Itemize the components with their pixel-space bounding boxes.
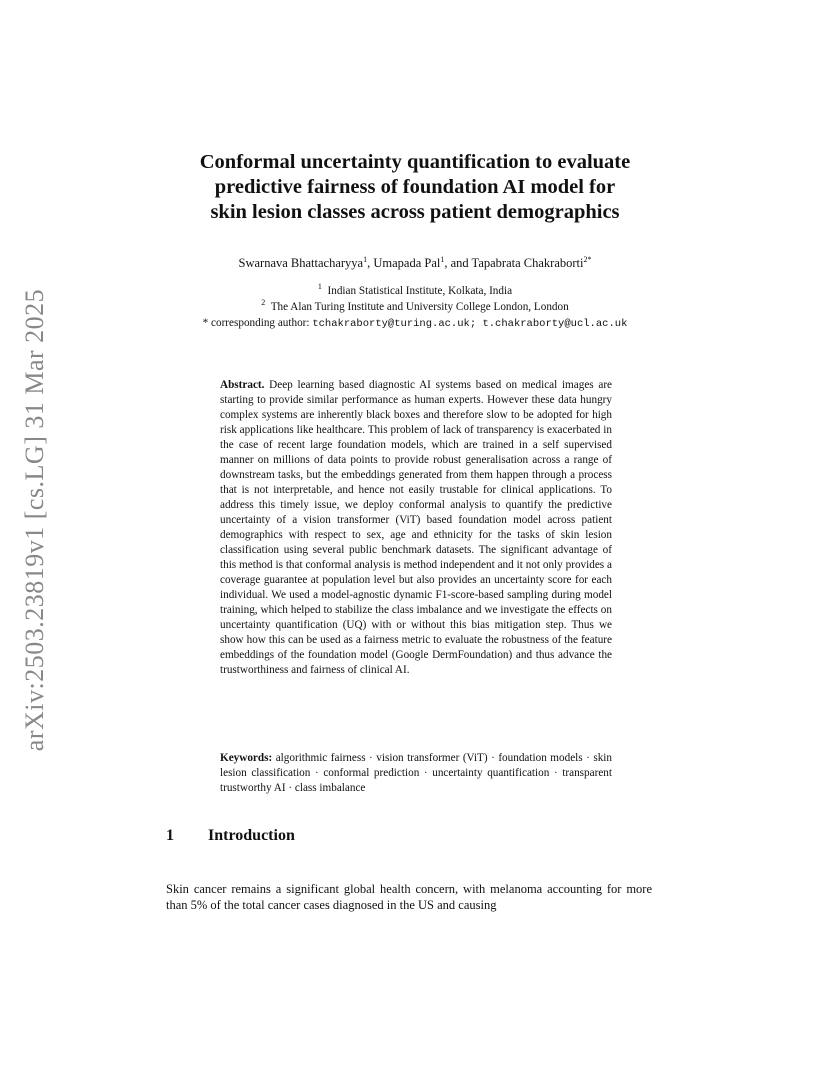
corresponding-emails[interactable]: tchakraborty@turing.ac.uk; t.chakraborty@ucl.ac.uk <box>312 318 628 330</box>
arxiv-stamp: arXiv:2503.23819v1 [cs.LG] 31 Mar 2025 <box>20 288 49 752</box>
author-affiliation-mark: 1 <box>363 255 368 264</box>
section-title: Introduction <box>208 827 295 844</box>
corresponding-label: corresponding author: <box>211 317 310 329</box>
affiliation-line <box>150 283 680 299</box>
title-line: Conformal uncertainty quantification to evaluate <box>199 151 631 173</box>
author-list: Swarnava Bhattacharyya$^1$, Umapada Pal$^1$, and Tapabrata Chakraborti$^{2*}$ <box>238 255 592 270</box>
affiliations <box>150 283 680 332</box>
author-name: and Tapabrata Chakraborti <box>450 256 584 270</box>
affiliation-mark: 2 <box>261 298 266 307</box>
paper-title <box>160 150 670 225</box>
section-heading <box>166 827 295 845</box>
author-affiliation-mark: 2* <box>583 255 592 264</box>
affiliation-text: Indian Statistical Institute, Kolkata, India <box>327 285 513 297</box>
affiliation-text: The Alan Turing Institute and University College London, London <box>270 301 569 313</box>
author-name: Umapada Pal <box>373 256 441 270</box>
abstract <box>220 378 612 678</box>
keywords-label: Keywords: <box>220 752 273 764</box>
abstract-text: Deep learning based diagnostic AI systems based on medical images are starting to provide similar performance as human experts. However these data hungry complex systems are inherently black boxes and therefore slow to be adopted for high risk applications like healthcare. This problem of lack of transparency is exacerbated in the case of recent large foundation models, which are trained in a self supervised manner on millions of data points to provide robust generalisation across a range of downstream tasks, but the embeddings generated from them happen through a process that is not interpretable, and hence not easily trustable for clinical applications. To address this timely issue, we deploy conformal analysis to quantify the predictive uncertainty of a vision transformer (ViT) based foundation model across patient demographics with respect to sex, age and ethnicity for the tasks of skin lesion classification using several public benchmark datasets. The significant advantage of this method is that conformal analysis is method independent and it not only provides a coverage guarantee at population level but also provides an uncertainty score for each individual. We used a model-agnostic dynamic F1-score-based sampling during model training, which helped to stabilize the class imbalance and we investigate the effects on uncertainty quantification (UQ) with or without this bias mitigation step. Thus we show how this can be used as a fairness metric to evaluate the robustness of the feature embeddings of the foundation model (Google DermFoundation) and thus advance the trustworthiness and fairness of clinical AI. <box>220 379 613 676</box>
corresponding-mark: * <box>202 317 209 329</box>
section-number: 1 <box>166 827 174 844</box>
corresponding-author-line <box>150 315 680 332</box>
title-line: predictive fairness of foundation AI model for <box>214 176 616 198</box>
title-line: skin lesion classes across patient demographics <box>210 201 620 223</box>
keywords <box>220 751 612 796</box>
abstract-label: Abstract. <box>220 379 265 391</box>
author-name: Swarnava Bhattacharyya <box>238 256 364 270</box>
affiliation-line <box>150 299 680 315</box>
author-affiliation-mark: 1 <box>440 255 445 264</box>
intro-paragraph: Skin cancer remains a significant global health concern, with melanoma accounting for more than 5% of the total cancer cases diagnosed in the US and causing <box>166 882 652 912</box>
keywords-text: algorithmic fairness · vision transformer (ViT) · foundation models · skin lesion classification · conformal prediction · uncertainty quantification · transparent trustworthy AI · class imbalance <box>220 752 612 794</box>
affiliation-mark: 1 <box>317 282 322 291</box>
